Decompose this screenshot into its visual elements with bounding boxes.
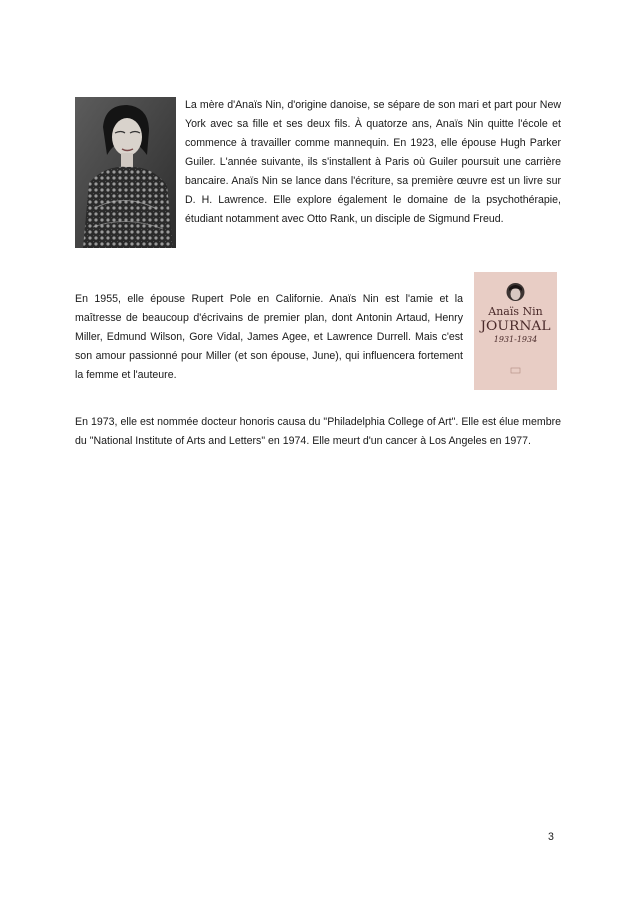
journal-book-cover — [474, 272, 557, 390]
paragraph-3: En 1973, elle est nommée docteur honoris causa du "Philadelphia College of Art". Elle est élue membre du "National Institute of Arts and Letters" en 1974. Elle meurt d'un cancer à Los Angeles en 1977. — [75, 416, 561, 447]
book-title: JOURNAL — [478, 319, 551, 334]
book-author: Anaïs Nin — [488, 305, 543, 318]
book-years: 1931-1934 — [493, 335, 538, 344]
portrait-photo — [75, 97, 176, 248]
paragraph-2: En 1955, elle épouse Rupert Pole en Californie. Anaïs Nin est l'amie et la maîtresse de beaucoup d'écrivains de premier plan, dont Antonin Artaud, Henry Miller, Edmund Wilson, Gore Vidal, James Agee, et Lawrence Durrell. Mais c'est son amour passionné pour Miller (et son épouse, June), qui influencera fortement la femme et l'auteure. — [75, 293, 463, 381]
page-number: 3 — [548, 831, 554, 843]
paragraph-1: La mère d'Anaïs Nin, d'origine danoise, se sépare de son mari et part pour New York avec sa fille et ses deux fils. À quatorze ans, Anaïs Nin quitte l'école et commence à travailler comme mannequin. En 1923, elle épouse Hugh Parker Guiler. L'année suivante, ils s'installent à Paris où Guiler poursuit une carrière bancaire. Anaïs Nin se lance dans l'écriture, sa première œuvre est un livre sur D. H. Lawrence. Elle explore également le domaine de la psychothérapie, étudiant notamment avec Otto Rank, un disciple de Sigmund Freud. — [185, 99, 561, 225]
